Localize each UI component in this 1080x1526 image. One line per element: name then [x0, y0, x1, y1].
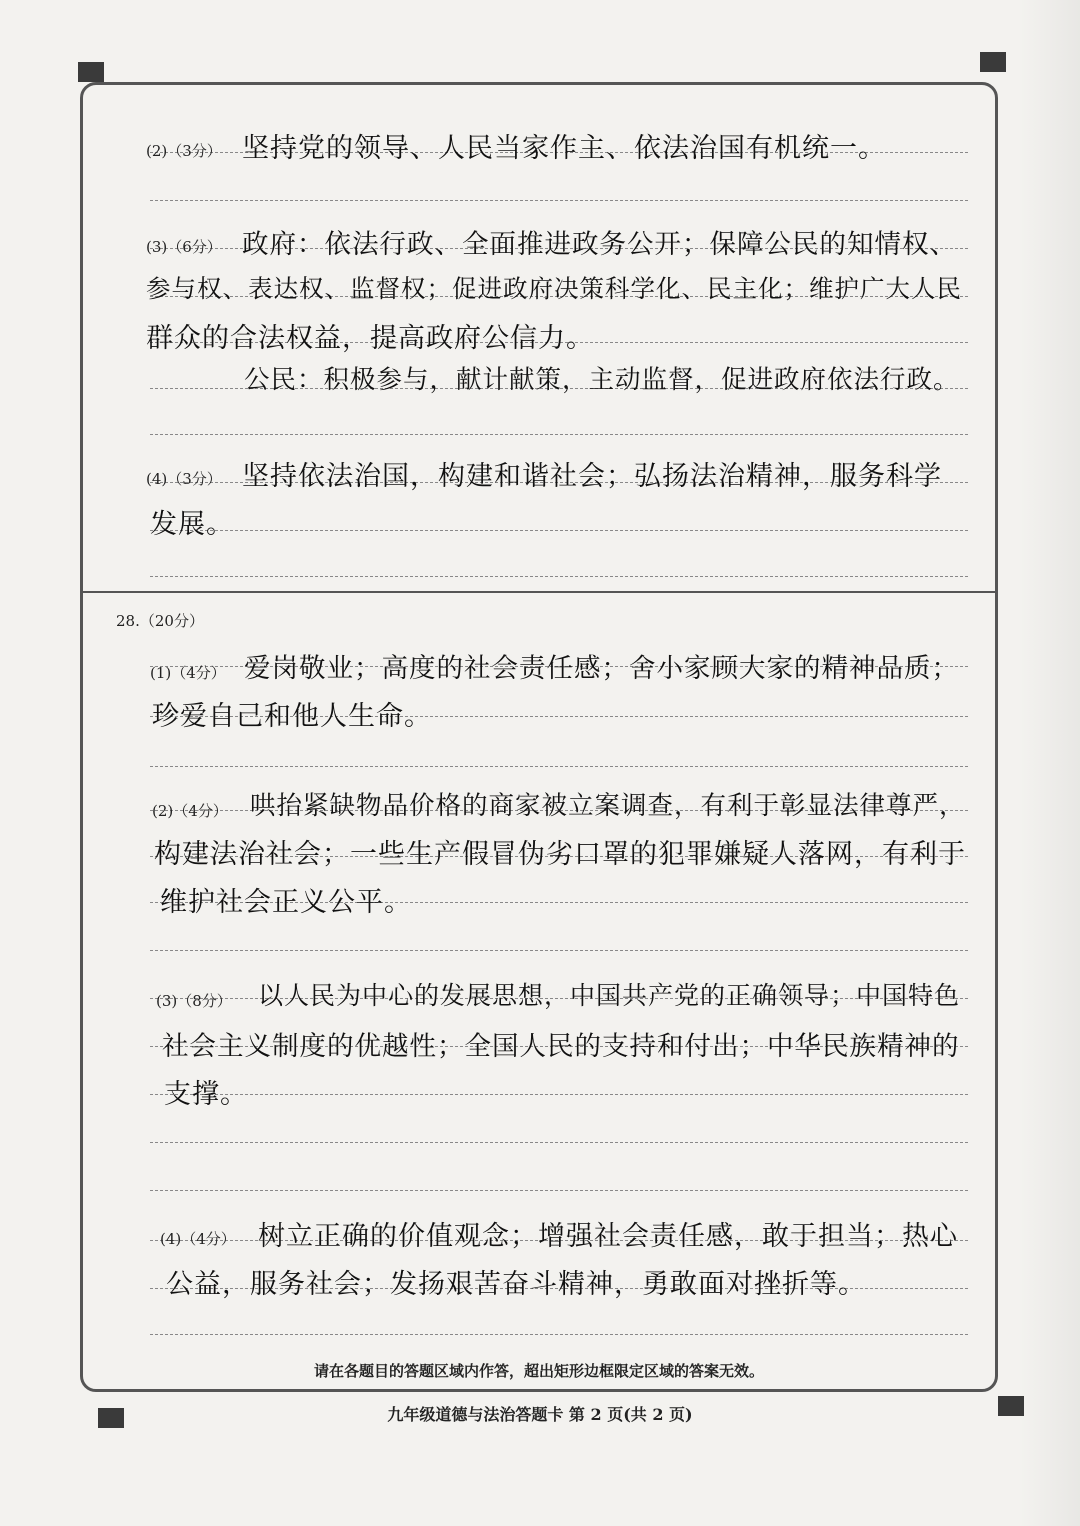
q28-p3-answer-line: 社会主义制度的优越性；全国人民的支持和付出；中华民族精神的	[162, 1031, 960, 1062]
q4-answer-line: 发展。	[150, 509, 234, 540]
q28-p2-answer-line: 哄抬紧缺物品价格的商家被立案调查，有利于彰显法律尊严，	[250, 791, 966, 821]
page-footer: 九年级道德与法治答题卡 第 2 页(共 2 页)	[387, 1405, 693, 1424]
q28-header: 28.（20分）	[116, 612, 204, 630]
answer-rule	[150, 1094, 968, 1095]
answer-rule	[150, 766, 968, 767]
scan-shadow	[1020, 0, 1080, 1526]
q3-answer-line: 政府：依法行政、全面推进政务公开；保障公民的知情权、	[242, 229, 957, 260]
q28-p3-label: (3)（8分）	[156, 992, 232, 1010]
q3-answer-line: 群众的合法权益，提高政府公信力。	[146, 323, 594, 354]
answer-rule	[150, 200, 968, 201]
q2-answer-line: 坚持党的领导、人民当家作主、依法治国有机统一。	[242, 133, 886, 164]
q3-answer-line: 参与权、表达权、监督权；促进政府决策科学化、民主化；维护广大人民	[146, 274, 962, 303]
alignment-marker-top-right	[980, 52, 1006, 72]
q28-p2-answer-line: 维护社会正义公平。	[160, 887, 412, 918]
q28-p2-answer-line: 构建法治社会；一些生产假冒伪劣口罩的犯罪嫌疑人落网，有利于	[154, 839, 966, 870]
q28-p4-answer-line: 树立正确的价值观念；增强社会责任感，敢于担当；热心	[258, 1221, 958, 1252]
q28-p1-label: (1)（4分）	[150, 664, 226, 682]
q28-p4-label: (4)（4分）	[160, 1230, 236, 1248]
q28-p3-answer-line: 以人民为中心的发展思想，中国共产党的正确领导；中国特色	[258, 981, 961, 1010]
q3-answer-line: 公民：积极参与，献计献策，主动监督，促进政府依法行政。	[244, 365, 960, 395]
q28-p4-answer-line: 公益，服务社会；发扬艰苦奋斗精神，勇敢面对挫折等。	[166, 1269, 866, 1300]
q28-p1-answer-line: 珍爱自己和他人生命。	[152, 701, 432, 732]
q2-label: (2)（3分）	[146, 142, 222, 160]
q4-answer-line: 坚持依法治国，构建和谐社会；弘扬法治精神，服务科学	[242, 461, 942, 492]
q28-p3-answer-line: 支撑。	[164, 1079, 248, 1110]
answer-rule	[150, 1190, 968, 1191]
answer-rule	[150, 576, 968, 577]
section-divider	[83, 591, 995, 593]
answer-rule	[150, 1142, 968, 1143]
answer-rule	[150, 1334, 968, 1335]
answer-rule	[150, 950, 968, 951]
q4-label: (4)（3分）	[146, 470, 222, 488]
q3-label: (3)（6分）	[146, 238, 222, 256]
q28-p1-answer-line: 爱岗敬业；高度的社会责任感；舍小家顾大家的精神品质；	[244, 653, 959, 684]
answer-rule	[150, 530, 968, 531]
answer-area-notice: 请在各题目的答题区域内作答，超出矩形边框限定区域的答案无效。	[313, 1362, 764, 1380]
answer-rule	[150, 434, 968, 435]
q28-p2-label: (2)（4分）	[152, 802, 228, 820]
alignment-marker-top-left	[78, 62, 104, 82]
